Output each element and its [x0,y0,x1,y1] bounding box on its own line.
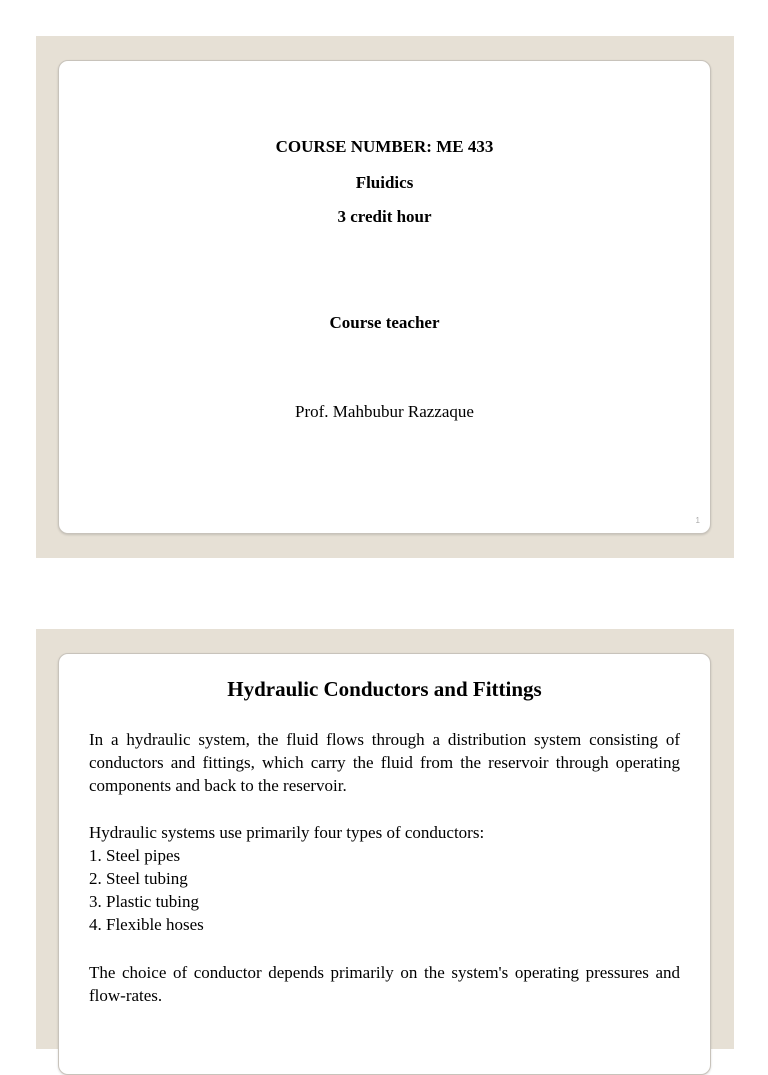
slide-2-frame [36,629,734,1049]
page-number: 1 [695,516,700,525]
conductor-list [89,821,680,936]
slide-2 [58,653,711,1075]
slide-1-frame [36,36,734,558]
course-name: Fluidics [355,173,414,192]
slide-title: Hydraulic Conductors and Fittings [227,677,542,701]
list-item: 1. Steel pipes [89,846,181,865]
list-item: 4. Flexible hoses [89,915,204,934]
conductor-choice-paragraph: The choice of conductor depends primarily on the system's operating pressures and flow-rates. [89,963,680,1005]
teacher-name: Prof. Mahbubur Razzaque [295,402,474,421]
course-number: COURSE NUMBER: ME 433 [275,137,494,156]
list-item: 3. Plastic tubing [89,892,200,911]
intro-paragraph: In a hydraulic system, the fluid flows through a distribution system consisting of conductors and fittings, which carry the fluid from the reservoir through operating components and back to the reservoir. [89,730,680,795]
credit-hours: 3 credit hour [337,207,432,226]
teacher-heading: Course teacher [329,313,440,332]
list-intro: Hydraulic systems use primarily four types of conductors: [89,823,485,842]
slide-1 [58,60,711,534]
list-item: 2. Steel tubing [89,869,188,888]
